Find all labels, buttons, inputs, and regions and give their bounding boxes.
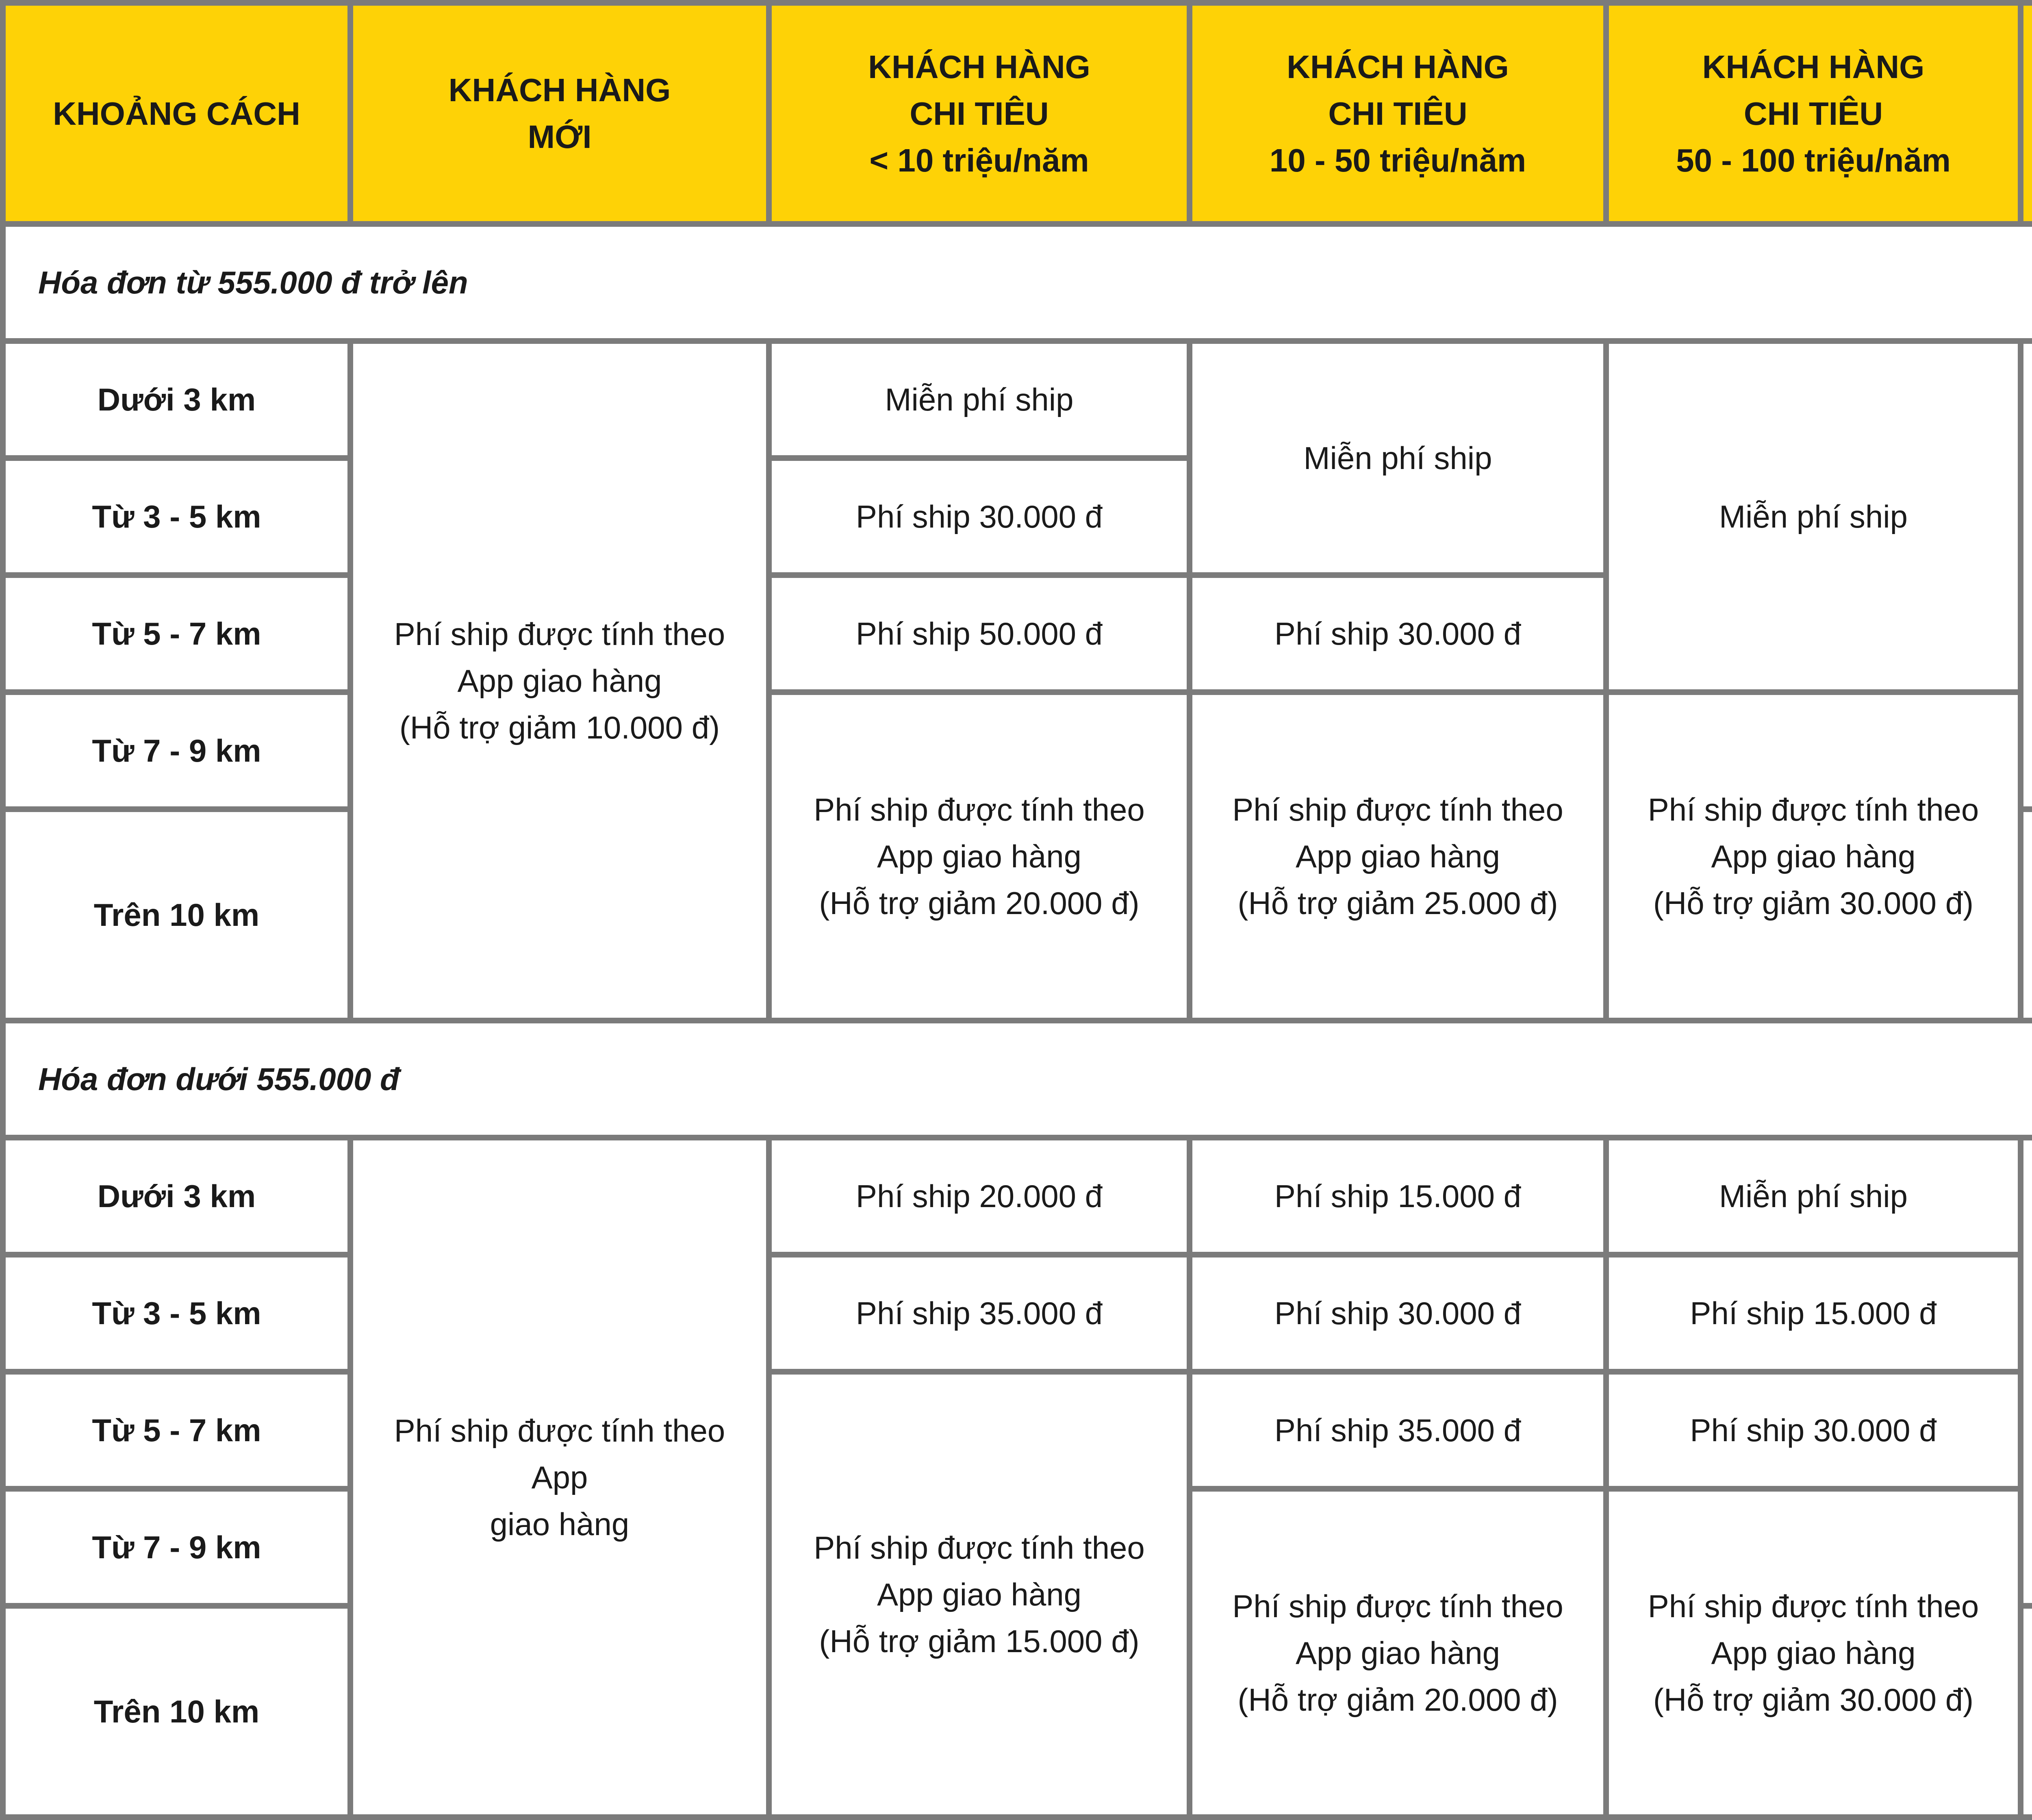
tier1-fee-cell: Phí ship được tính theo App giao hàng (Hỗ trợ giảm 20.000 đ) xyxy=(769,692,1190,1021)
table-row xyxy=(3,1255,2032,1372)
tier1-fee-cell: Phí ship 50.000 đ xyxy=(769,575,1190,692)
section-title: Hóa đơn dưới 555.000 đ xyxy=(3,1021,2032,1138)
tier4-fee-cell xyxy=(2021,1138,2032,1606)
tier2-fee-cell: Phí ship 35.000 đ xyxy=(1190,1372,1606,1489)
tier3-fee-cell: Phí ship được tính theo App giao hàng (Hỗ trợ giảm 30.000 đ) xyxy=(1606,692,2021,1021)
header-spend-over-100m xyxy=(2021,3,2032,224)
tier2-fee-cell: Phí ship 30.000 đ xyxy=(1190,575,1606,692)
distance-cell: Trên 10 km xyxy=(3,1606,350,1817)
section-title-row xyxy=(3,224,2032,341)
table-row xyxy=(3,692,2032,809)
distance-cell: Từ 7 - 9 km xyxy=(3,692,350,809)
table-row xyxy=(3,1372,2032,1489)
tier1-fee-cell: Miễn phí ship xyxy=(769,341,1190,458)
tier4-fee-cell xyxy=(2021,809,2032,1021)
tier4-fee-cell xyxy=(2021,1606,2032,1817)
tier2-fee-cell: Phí ship 30.000 đ xyxy=(1190,1255,1606,1372)
tier2-fee-cell: Miễn phí ship xyxy=(1190,341,1606,575)
section-title: Hóa đơn từ 555.000 đ trở lên xyxy=(3,224,2032,341)
new-customer-fee-cell: Phí ship được tính theo App giao hàng (Hỗ trợ giảm 10.000 đ) xyxy=(350,341,769,1021)
tier1-fee-cell: Phí ship 30.000 đ xyxy=(769,458,1190,575)
tier2-fee-cell: Phí ship được tính theo App giao hàng (Hỗ trợ giảm 25.000 đ) xyxy=(1190,692,1606,1021)
header-spend-10-50m: KHÁCH HÀNG CHI TIÊU 10 - 50 triệu/năm xyxy=(1190,3,1606,224)
tier3-fee-cell: Miễn phí ship xyxy=(1606,1138,2021,1255)
tier1-fee-cell: Phí ship được tính theo App giao hàng (Hỗ trợ giảm 15.000 đ) xyxy=(769,1372,1190,1817)
distance-cell: Dưới 3 km xyxy=(3,341,350,458)
tier4-fee-cell xyxy=(2021,341,2032,809)
header-new-customer: KHÁCH HÀNG MỚI xyxy=(350,3,769,224)
table-row xyxy=(3,1138,2032,1255)
section-title-row xyxy=(3,1021,2032,1138)
distance-cell: Trên 10 km xyxy=(3,809,350,1021)
table-row xyxy=(3,341,2032,458)
distance-cell: Từ 7 - 9 km xyxy=(3,1489,350,1606)
distance-cell: Dưới 3 km xyxy=(3,1138,350,1255)
tier2-fee-cell: Phí ship được tính theo App giao hàng (Hỗ trợ giảm 20.000 đ) xyxy=(1190,1489,1606,1817)
new-customer-fee-cell: Phí ship được tính theo App giao hàng xyxy=(350,1138,769,1817)
distance-cell: Từ 3 - 5 km xyxy=(3,1255,350,1372)
header-distance: KHOẢNG CÁCH xyxy=(3,3,350,224)
tier1-fee-cell: Phí ship 35.000 đ xyxy=(769,1255,1190,1372)
header-spend-under-10m: KHÁCH HÀNG CHI TIÊU < 10 triệu/năm xyxy=(769,3,1190,224)
distance-cell: Từ 5 - 7 km xyxy=(3,1372,350,1489)
tier3-fee-cell: Miễn phí ship xyxy=(1606,341,2021,692)
tier3-fee-cell: Phí ship 30.000 đ xyxy=(1606,1372,2021,1489)
distance-cell: Từ 5 - 7 km xyxy=(3,575,350,692)
distance-cell: Từ 3 - 5 km xyxy=(3,458,350,575)
header-row xyxy=(3,3,2032,224)
tier3-fee-cell: Phí ship 15.000 đ xyxy=(1606,1255,2021,1372)
tier1-fee-cell: Phí ship 20.000 đ xyxy=(769,1138,1190,1255)
tier2-fee-cell: Phí ship 15.000 đ xyxy=(1190,1138,1606,1255)
header-spend-50-100m: KHÁCH HÀNG CHI TIÊU 50 - 100 triệu/năm xyxy=(1606,3,2021,224)
tier3-fee-cell: Phí ship được tính theo App giao hàng (Hỗ trợ giảm 30.000 đ) xyxy=(1606,1489,2021,1817)
